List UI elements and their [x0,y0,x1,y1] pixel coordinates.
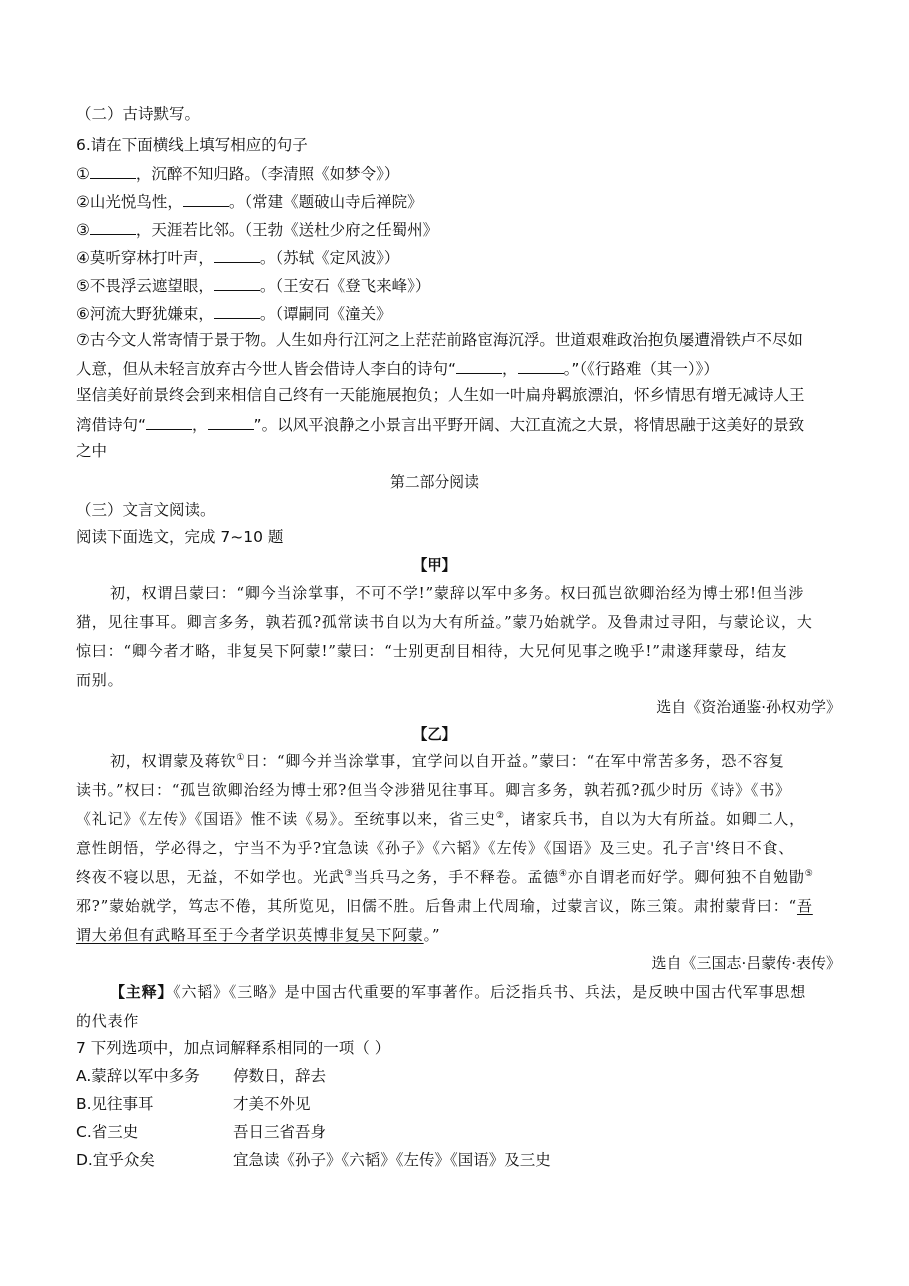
answer-blank[interactable] [456,357,502,374]
passage-jia-line: 惊曰：“卿今者才略，非复吴下阿蒙!”蒙曰：“士别更刮目相待，大兄何见事之晚乎!”肃遂拜蒙母，结友 [76,642,788,660]
footnote-mark: ④ [558,869,568,879]
option-a-right: 停数日，辞去 [233,1067,327,1085]
passage-yi-line: 读书。”权曰：“孤岂欲卿治经为博士邪?但当令涉猎见往事耳。卿言多务，孰若孤?孤少时历《诗》《书》 [76,781,791,799]
answer-blank[interactable] [90,162,136,179]
answer-blank[interactable] [214,274,260,291]
poetry-item-5: ⑤不畏浮云遮望眼， 。（王安石《登飞来峰》） [76,274,430,296]
question-7-stem: 7 下列选项中，加点词解释系相同的一项（ ） [76,1039,391,1057]
option-d-right: 宜急读《孙子》《六韬》《左传》《国语》及三史 [233,1151,551,1169]
poetry-item-3: ③ ，天涯若比邻。（王勃《送杜少府之任蜀州》 [76,218,438,240]
poetry-item-7-line1: ⑦古今文人常寄情于景于物。人生如舟行江河之上茫茫前路宦海沉浮。世道艰难政治抱负屡遭滑铁卢不尽如 [76,331,803,349]
reading-instruction: 阅读下面选文，完成 7~10 题 [76,528,284,546]
footnote-mark: ① [236,753,246,763]
annotation-line: 【主释】《六韬》《三略》是中国古代重要的军事著作。后泛指兵书、兵法，是反映中国古代军事思想 [110,983,807,1001]
part-two-title: 第二部分阅读 [390,473,479,491]
passage-jia-label: 【甲】 [412,556,457,574]
poetry-item-2: ②山光悦鸟性， 。（常建《题破山寺后禅院》 [76,190,423,212]
passage-yi-line: 谓大弟但有武略耳至于今者学识英博非复吴下阿蒙。” [76,926,441,944]
option-d-left[interactable]: D.宜乎众矣 [76,1151,155,1169]
option-c-right: 吾日三省吾身 [233,1123,327,1141]
answer-blank[interactable] [146,413,192,430]
option-a-left[interactable]: A.蒙辞以军中多务 [76,1067,200,1085]
passage-yi-line: 邪?”蒙始就学，笃志不倦，其所览见，旧儒不胜。后鲁肃上代周瑜，过蒙言议，陈三策。肃拊蒙背曰：“吾 [76,897,813,915]
answer-blank[interactable] [214,302,260,319]
passage-jia-source: 选自《资治通鉴·孙权劝学》 [656,698,841,716]
poetry-item-4: ④莫听穿林打叶声， 。（苏轼《定风波》） [76,246,399,268]
passage-yi-line: 《礼记》《左传》《国语》惟不读《易》。至统事以来，省三史②，诸家兵书，自以为大有所益。如卿二人， [76,810,805,828]
answer-blank[interactable] [90,218,136,235]
poetry-item-7-line4: 湾借诗句“ ， ”。以风平浪静之小景言出平野开阔、大江直流之大景，将情思融于这美好的景致 [76,413,804,435]
underlined-sentence: 谓大弟但有武略耳至于今者学识英博非复吴下阿蒙 [76,926,424,944]
poetry-item-1: ① ，沉醉不知归路。（李清照《如梦令》） [76,162,399,184]
classical-section-heading: （三）文言文阅读。 [76,501,216,519]
poetry-item-7-line3: 坚信美好前景终会到来相信自己终有一天能施展抱负；人生如一叶扁舟羁旅漂泊，怀乡情思有增无减诗人王 [76,386,805,404]
passage-yi-line: 终夜不寝以思，无益，不如学也。光武③当兵马之务，手不释卷。孟德④亦自谓老而好学。卿何独不自勉勖⑤ [76,868,814,886]
answer-blank[interactable] [208,413,254,430]
passage-yi-label: 【乙】 [412,725,457,743]
footnote-mark: ⑤ [804,869,814,879]
poetry-item-7-line5: 之中 [76,442,108,460]
annotation-label: 【主释】 [110,983,174,1001]
poetry-item-6: ⑥河流大野犹嫌束， 。（谭嗣同《潼关》 [76,302,392,324]
passage-yi-line: 意性朗悟，学必得之，宁当不为乎?宜急读《孙子》《六韬》《左传》《国语》及三史。孔子言'终日不食、 [76,839,795,857]
option-c-left[interactable]: C.省三史 [76,1123,139,1141]
passage-yi-line: 初，权谓蒙及蒋钦①日：“卿今并当涂掌事，宜学问以自开益。”蒙曰：“在军中常苦多务，恐不容复 [110,752,785,770]
passage-jia-line: 猎，见往事耳。卿言多务，孰若孤?孤常读书自以为大有所益。”蒙乃始就学。及鲁肃过寻阳，与蒙论议，大 [76,613,813,631]
option-b-left[interactable]: B.见往事耳 [76,1095,154,1113]
passage-yi-source: 选自《三国志·吕蒙传·表传》 [651,954,841,972]
underlined-sentence: 吾 [796,897,813,915]
passage-jia-line: 初，权谓吕蒙曰：“卿今当涂掌事，不可不学!”蒙辞以军中多务。权曰孤岂欲卿治经为博士邪!但当涉 [110,584,805,602]
passage-jia-line: 而别。 [76,671,124,689]
answer-blank[interactable] [183,190,229,207]
poetry-section-heading: （二）古诗默写。 [76,105,201,123]
footnote-mark: ② [495,811,505,821]
question-6-title: 6.请在下面横线上填写相应的句子 [76,136,308,154]
annotation-line: 的代表作 [76,1012,140,1030]
answer-blank[interactable] [214,246,260,263]
option-b-right: 才美不外见 [233,1095,311,1113]
footnote-mark: ③ [344,869,354,879]
poetry-item-7-line2: 人意，但从未轻言放弃古今世人皆会借诗人李白的诗句“ ， 。”（《行路难（其一）》） [76,357,719,379]
answer-blank[interactable] [518,357,564,374]
